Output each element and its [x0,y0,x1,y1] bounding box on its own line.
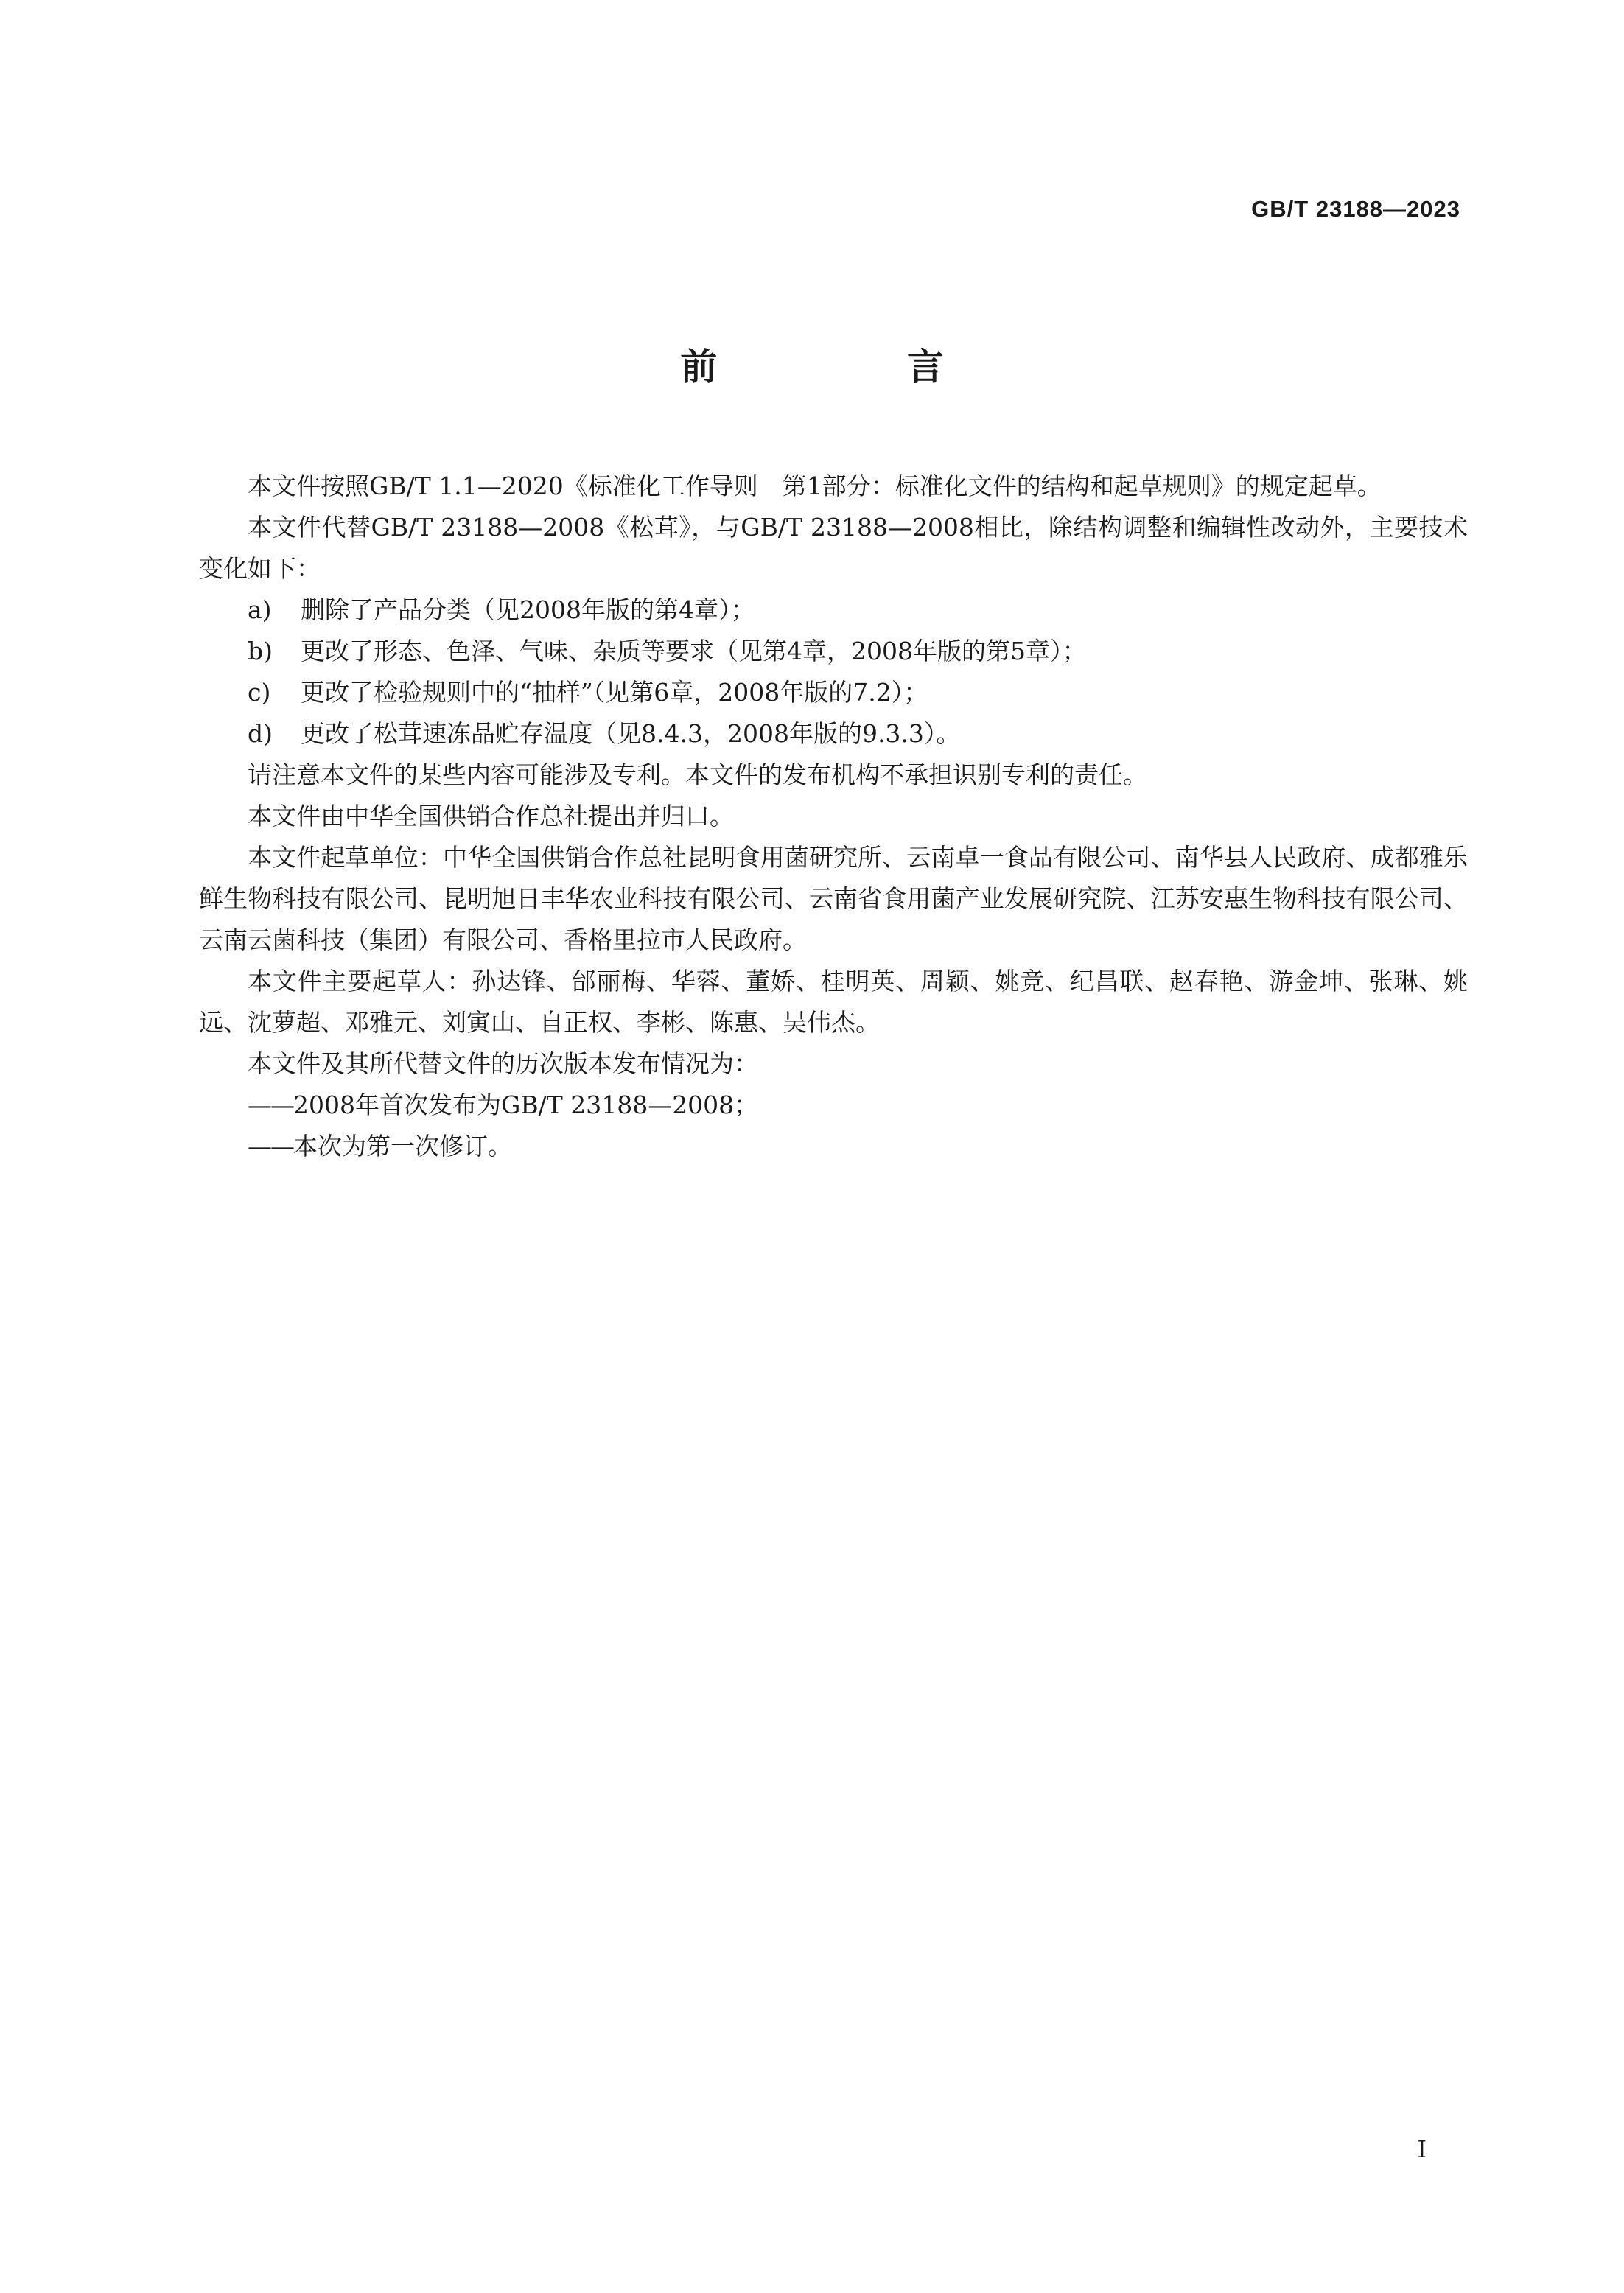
list-item [199,631,1468,672]
list-item-text: 更改了形态、色泽、气味、杂质等要求（见第4章，2008年版的第5章）； [301,637,1087,665]
list-item [199,713,1468,755]
history-item [199,1126,1468,1167]
paragraph-patent-notice: 请注意本文件的某些内容可能涉及专利。本文件的发布机构不承担识别专利的责任。 [248,760,1147,789]
list-item-text: 更改了检验规则中的“抽样”（见第6章，2008年版的7.2）； [301,678,928,707]
list-item-text: 更改了松茸速冻品贮存温度（见8.4.3，2008年版的9.3.3）。 [301,719,961,748]
paragraph-replacement: 本文件代替GB/T 23188—2008《松茸》，与GB/T 23188—2008相比，除结构调整和编辑性改动外，主要技术变化如下： [199,513,1468,583]
foreword-body [199,466,1468,1167]
paragraph-drafters: 本文件主要起草人：孙达锋、邰丽梅、华蓉、董娇、桂明英、周颖、姚竞、纪昌联、赵春艳、游金坤、张琳、姚远、沈萝超、邓雅元、刘寅山、自正权、李彬、陈惠、吴伟杰。 [199,967,1468,1037]
paragraph-proposer: 本文件由中华全国供销合作总社提出并归口。 [248,802,734,830]
history-list [199,1085,1468,1167]
dash-marker: —— [248,1132,293,1160]
list-marker: b) [248,637,273,665]
document-code: GB/T 23188—2023 [1251,196,1460,222]
changes-list [199,589,1468,755]
dash-marker: —— [248,1091,293,1119]
history-item [199,1085,1468,1126]
history-item-text: 2008年首次发布为GB/T 23188—2008； [293,1091,759,1119]
page-title: 前 言 [680,346,1032,388]
list-marker: a) [248,595,272,624]
list-marker: c) [248,678,271,707]
page-number: I [1417,2135,1427,2163]
list-item-text: 删除了产品分类（见2008年版的第4章）； [301,595,755,624]
list-item [199,589,1468,631]
paragraph-version-history: 本文件及其所代替文件的历次版本发布情况为： [248,1049,758,1078]
list-item [199,672,1468,713]
list-marker: d) [248,719,273,748]
history-item-text: 本次为第一次修订。 [293,1132,512,1160]
paragraph-drafting-rules: 本文件按照GB/T 1.1—2020《标准化工作导则 第1部分：标准化文件的结构和起草规则》的规定起草。 [248,472,1382,500]
paragraph-drafting-units: 本文件起草单位：中华全国供销合作总社昆明食用菌研究所、云南卓一食品有限公司、南华县人民政府、成都雅乐鲜生物科技有限公司、昆明旭日丰华农业科技有限公司、云南省食用菌产业发展研究院、江苏安惠生物科技有限公司、云南云菌科技（集团）有限公司、香格里拉市人民政府。 [199,843,1468,954]
